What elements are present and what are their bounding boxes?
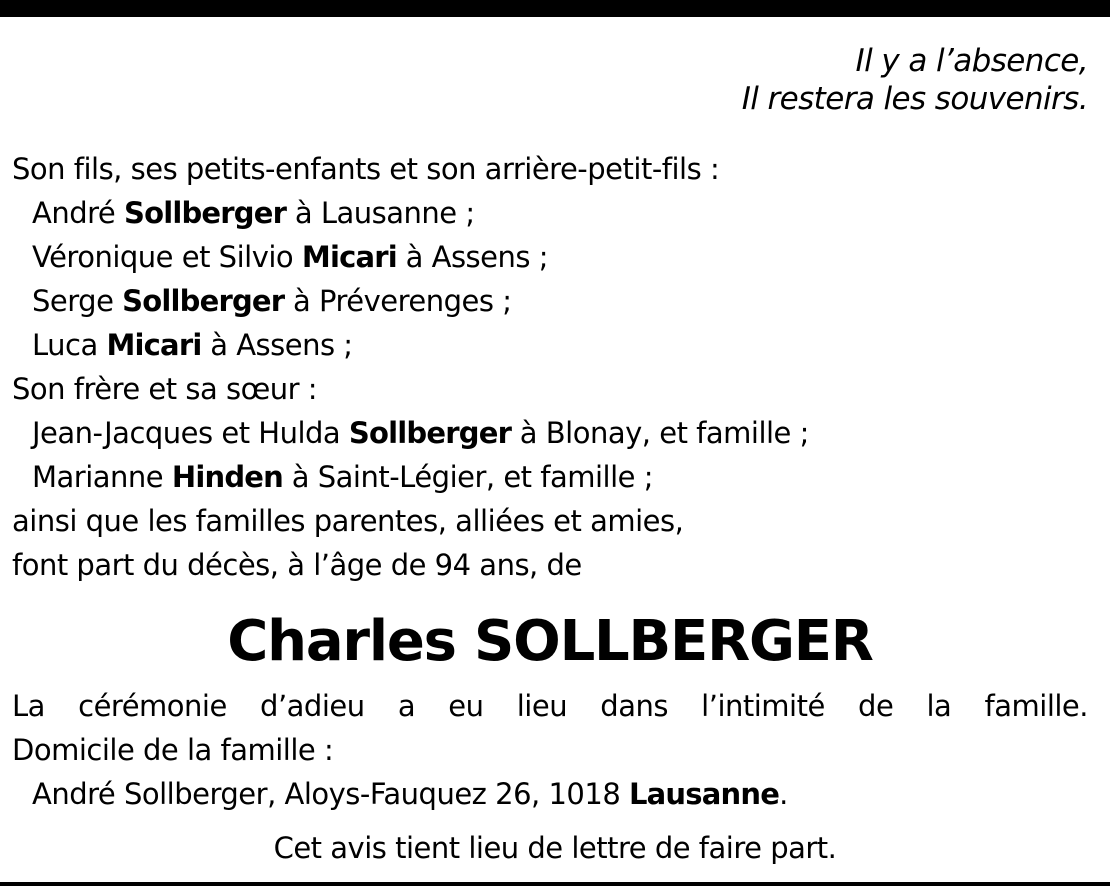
sibling (12, 411, 1098, 455)
epigraph-line-2: Il restera les souvenirs. (741, 81, 1088, 117)
domicile-label: Domicile de la famille : (12, 733, 334, 767)
sibling (12, 455, 1098, 499)
family-member (12, 323, 1098, 367)
member-first-names: Serge (32, 284, 123, 318)
family-member (12, 279, 1098, 323)
sibling-first-names: Jean-Jacques et Hulda (32, 416, 349, 450)
address-city: Lausanne (628, 777, 780, 811)
closing-notice: Cet avis tient lieu de lettre de faire part. (273, 831, 837, 865)
address-street: André Sollberger, Aloys-Fauquez 26, 1018 (32, 777, 629, 811)
bottom-border-rule (0, 882, 1110, 886)
member-place: à Lausanne ; (286, 196, 475, 230)
announcement-line: font part du décès, à l’âge de 94 ans, de (12, 548, 582, 582)
family-address (12, 772, 1088, 816)
address-period: . (779, 777, 788, 811)
epigraph-line-1: Il y a l’absence, (855, 43, 1088, 79)
member-surname: Sollberger (122, 284, 285, 318)
member-surname: Micari (301, 240, 397, 274)
extended-family-line: ainsi que les familles parentes, alliées et amies, (12, 504, 684, 538)
member-place: à Assens ; (396, 240, 548, 274)
ceremony-block (12, 684, 1088, 816)
member-first-names: Véronique et Silvio (32, 240, 302, 274)
family-member (12, 235, 1098, 279)
sibling-first-names: Marianne (32, 460, 172, 494)
deceased-name: Charles SOLLBERGER (227, 609, 873, 674)
member-place: à Préverenges ; (284, 284, 512, 318)
member-surname: Micari (106, 328, 202, 362)
epigraph (742, 42, 1088, 118)
siblings-intro: Son frère et sa sœur : (12, 372, 318, 406)
ceremony-text: La cérémonie d’adieu a eu lieu dans l’intimité de la famille. (12, 689, 1088, 723)
sibling-place: à Saint-Légier, et famille ; (283, 460, 653, 494)
family-member (12, 191, 1098, 235)
family-list (12, 147, 1098, 587)
sibling-place: à Blonay, et famille ; (511, 416, 809, 450)
family-intro: Son fils, ses petits-enfants et son arrière-petit-fils : (12, 152, 720, 186)
member-first-names: André (32, 196, 124, 230)
sibling-surname: Sollberger (348, 416, 512, 450)
member-surname: Sollberger (123, 196, 287, 230)
member-first-names: Luca (32, 328, 107, 362)
member-place: à Assens ; (201, 328, 353, 362)
top-border-rule (0, 0, 1110, 17)
sibling-surname: Hinden (171, 460, 284, 494)
